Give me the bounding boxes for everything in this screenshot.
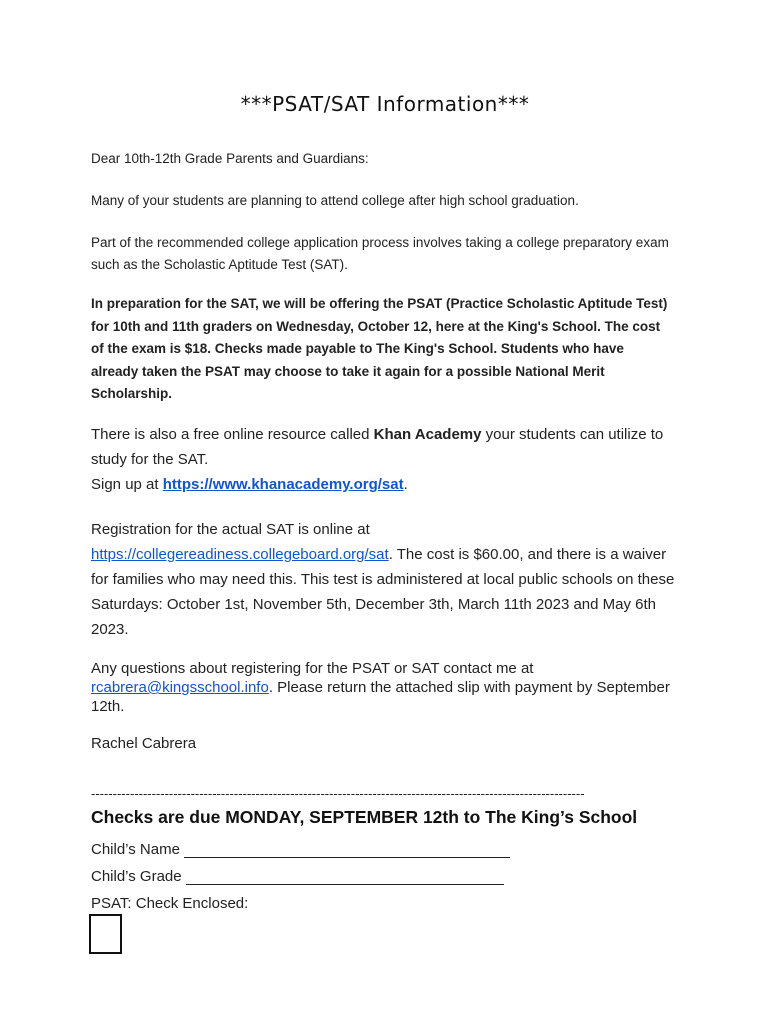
child-name-field [91,841,510,858]
child-name-blank[interactable] [184,841,510,858]
child-grade-blank[interactable] [186,868,504,885]
signup-prefix: Sign up at [91,476,163,493]
cut-line-divider: ------------------------------------------------------------------------------------------------------------------ [91,786,585,801]
slip-heading: Checks are due MONDAY, SEPTEMBER 12th to The King’s School [91,807,638,827]
khan-academy-link[interactable]: https://www.khanacademy.org/sat [162,476,404,493]
sat-registration-intro: Registration for the actual SAT is online at [91,521,370,538]
signup-suffix: . [403,476,408,493]
contact-text-after: . Please return the attached slip with payment by September 12th. [91,679,670,715]
psat-check-label: PSAT: Check Enclosed: [91,895,249,912]
paragraph-khan-academy [91,422,681,497]
signature: Rachel Cabrera [91,735,197,752]
email-link[interactable]: rcabrera@kingsschool.info [91,679,269,696]
paragraph-application-process: Part of the recommended college application process involves taking a college preparatory exam such as the Scholastic Aptitude Test (SAT). [91,235,669,272]
sat-registration-details: . The cost is $60.00, and there is a waiver for families who may need this. This test is administered at local public schools on these Saturdays: October 1st, November 5th, December 3th, March 11th 2023 and May 6th 2023. [91,546,675,638]
paragraph-sat-registration [91,517,681,642]
paragraph-contact [91,659,686,716]
paragraph-psat-details: In preparation for the SAT, we will be offering the PSAT (Practice Scholastic Aptitude Test) for 10th and 11th graders on Wednesday, October 12, here at the King's School. The cost of the exam is $18. Checks made payable to The King's School. Students who have already taken the PSAT may choose to take it again for a possible National Merit Scholarship. [91,296,668,401]
khan-text-after: your students can utilize to study for the SAT. [91,426,664,468]
greeting: Dear 10th-12th Grade Parents and Guardians: [91,151,369,166]
paragraph-college-plans: Many of your students are planning to attend college after high school graduation. [91,193,579,208]
check-enclosed-checkbox[interactable] [89,914,122,954]
collegeboard-link[interactable]: https://collegereadiness.collegeboard.org/sat [91,546,389,563]
khan-text-before: There is also a free online resource called [91,426,374,443]
khan-academy-name: Khan Academy [373,426,482,443]
child-name-label: Child’s Name [91,841,180,858]
child-grade-label: Child’s Grade [91,868,182,885]
contact-text-before: Any questions about registering for the PSAT or SAT contact me at [91,660,534,677]
document-title: ***PSAT/SAT Information*** [240,92,530,116]
child-grade-field [91,868,504,885]
